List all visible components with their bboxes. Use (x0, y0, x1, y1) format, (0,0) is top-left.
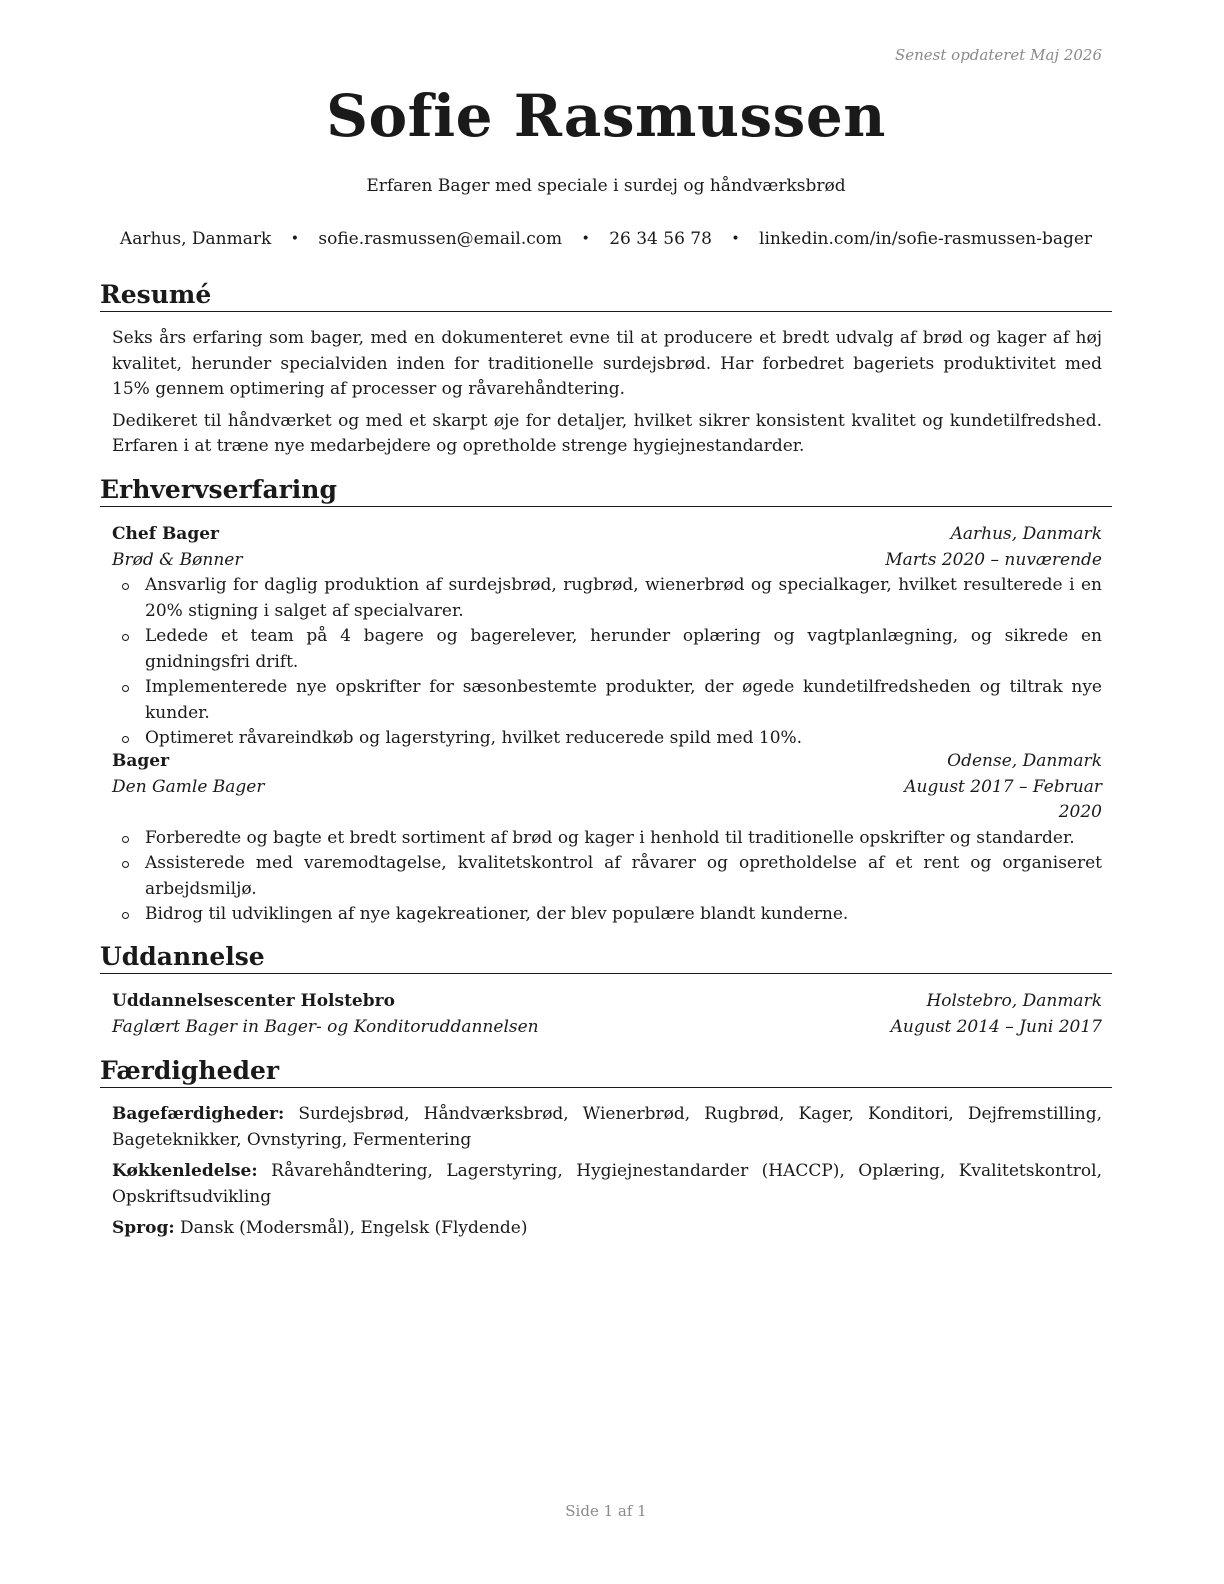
education-degree: Faglært Bager in Bager- og Konditoruddannelsen (112, 1016, 539, 1037)
job-bullets (112, 826, 1102, 928)
contact-phone[interactable]: 26 34 56 78 (609, 229, 712, 249)
job-dates: August 2017 – Februar 2020 (904, 776, 1102, 822)
list-item: Ansvarlig for daglig produktion af surdejsbrød, rugbrød, wienerbrød og specialkager, hvilket resulterede i en 20% stigning i salget af specialvarer. (112, 573, 1102, 624)
job-location: Odense, Danmark (947, 751, 1102, 771)
contact-separator: • (731, 231, 740, 247)
education-location: Holstebro, Danmark (926, 991, 1102, 1011)
contact-email[interactable]: sofie.rasmussen@email.com (318, 229, 563, 249)
summary-block (112, 326, 1102, 466)
candidate-tagline: Erfaren Bager med speciale i surdej og håndværksbrød (366, 176, 846, 196)
section-title-experience: Erhvervserfaring (100, 475, 1112, 507)
job-title: Chef Bager (112, 524, 219, 544)
skill-text: Surdejsbrød, Håndværksbrød, Wienerbrød, Rugbrød, Kager, Konditori, Dejfremstilling, Bageteknikker, Ovnstyring, Fermentering (112, 1104, 1102, 1150)
candidate-name: Sofie Rasmussen (326, 82, 886, 150)
job-dates: Marts 2020 – nuværende (885, 549, 1102, 570)
skill-text: Råvarehåndtering, Lagerstyring, Hygiejnestandarder (HACCP), Oplæring, Kvalitetskontrol, Opskriftsudvikling (112, 1161, 1103, 1207)
list-item: Implementerede nye opskrifter for sæsonbestemte produkter, der øgede kundetilfredsheden og tiltrak nye kunder. (112, 675, 1102, 726)
job-location: Aarhus, Danmark (950, 524, 1102, 544)
contact-separator: • (581, 231, 590, 247)
skill-label: Sprog: (112, 1218, 175, 1238)
page-number: Side 1 af 1 (565, 1502, 647, 1520)
job-company: Brød & Bønner (112, 549, 243, 570)
skill-row (112, 1159, 1102, 1210)
skill-label: Bagefærdigheder: (112, 1104, 285, 1124)
resume-page (100, 0, 1112, 1584)
summary-paragraph: Seks års erfaring som bager, med en dokumenteret evne til at producere et bredt udvalg af brød og kager af høj kvalitet, herunder specialviden inden for traditionelle surdejsbrød. Har forbedret bageriets produktivitet med 15% gennem optimering af processer og råvarehåndtering. (112, 328, 1102, 399)
job-company: Den Gamle Bager (112, 776, 265, 797)
skill-row (112, 1216, 1102, 1242)
section-title-skills: Færdigheder (100, 1056, 1112, 1088)
contact-separator: • (290, 231, 299, 247)
list-item: Forberedte og bagte et bredt sortiment af brød og kager i henhold til traditionelle opskrifter og standarder. (112, 826, 1102, 852)
skill-text: Dansk (Modersmål), Engelsk (Flydende) (180, 1218, 528, 1238)
last-updated: Senest opdateret Maj 2026 (894, 46, 1102, 64)
section-title-summary: Resumé (100, 280, 1112, 312)
job-entry (112, 522, 1102, 752)
job-bullets (112, 573, 1102, 752)
list-item: Assisterede med varemodtagelse, kvalitetskontrol af råvarer og opretholdelse af et rent og organiseret arbejdsmiljø. (112, 851, 1102, 902)
job-entry (112, 749, 1102, 928)
summary-paragraph: Dedikeret til håndværket og med et skarpt øje for detaljer, hvilket sikrer konsistent kvalitet og kundetilfredshed. Erfaren i at træne nye medarbejdere og opretholde strenge hygiejnestandarder. (112, 410, 1102, 456)
contact-location: Aarhus, Danmark (119, 229, 272, 249)
job-title: Bager (112, 751, 170, 771)
skill-row (112, 1102, 1102, 1153)
list-item: Optimeret råvareindkøb og lagerstyring, hvilket reducerede spild med 10%. (112, 726, 1102, 752)
education-school: Uddannelsescenter Holstebro (112, 991, 395, 1011)
skill-label: Køkkenledelse: (112, 1161, 258, 1181)
contact-linkedin[interactable]: linkedin.com/in/sofie-rasmussen-bager (759, 229, 1093, 249)
list-item: Ledede et team på 4 bagere og bagerelever, herunder oplæring og vagtplanlægning, og sikrede en gnidningsfri drift. (112, 624, 1102, 675)
education-dates: August 2014 – Juni 2017 (890, 1016, 1102, 1037)
list-item: Bidrog til udviklingen af nye kagekreationer, der blev populære blandt kunderne. (112, 902, 1102, 928)
education-entry (112, 989, 1102, 1040)
skills-block (112, 1102, 1102, 1248)
section-title-education: Uddannelse (100, 942, 1112, 974)
contact-line (100, 229, 1112, 249)
